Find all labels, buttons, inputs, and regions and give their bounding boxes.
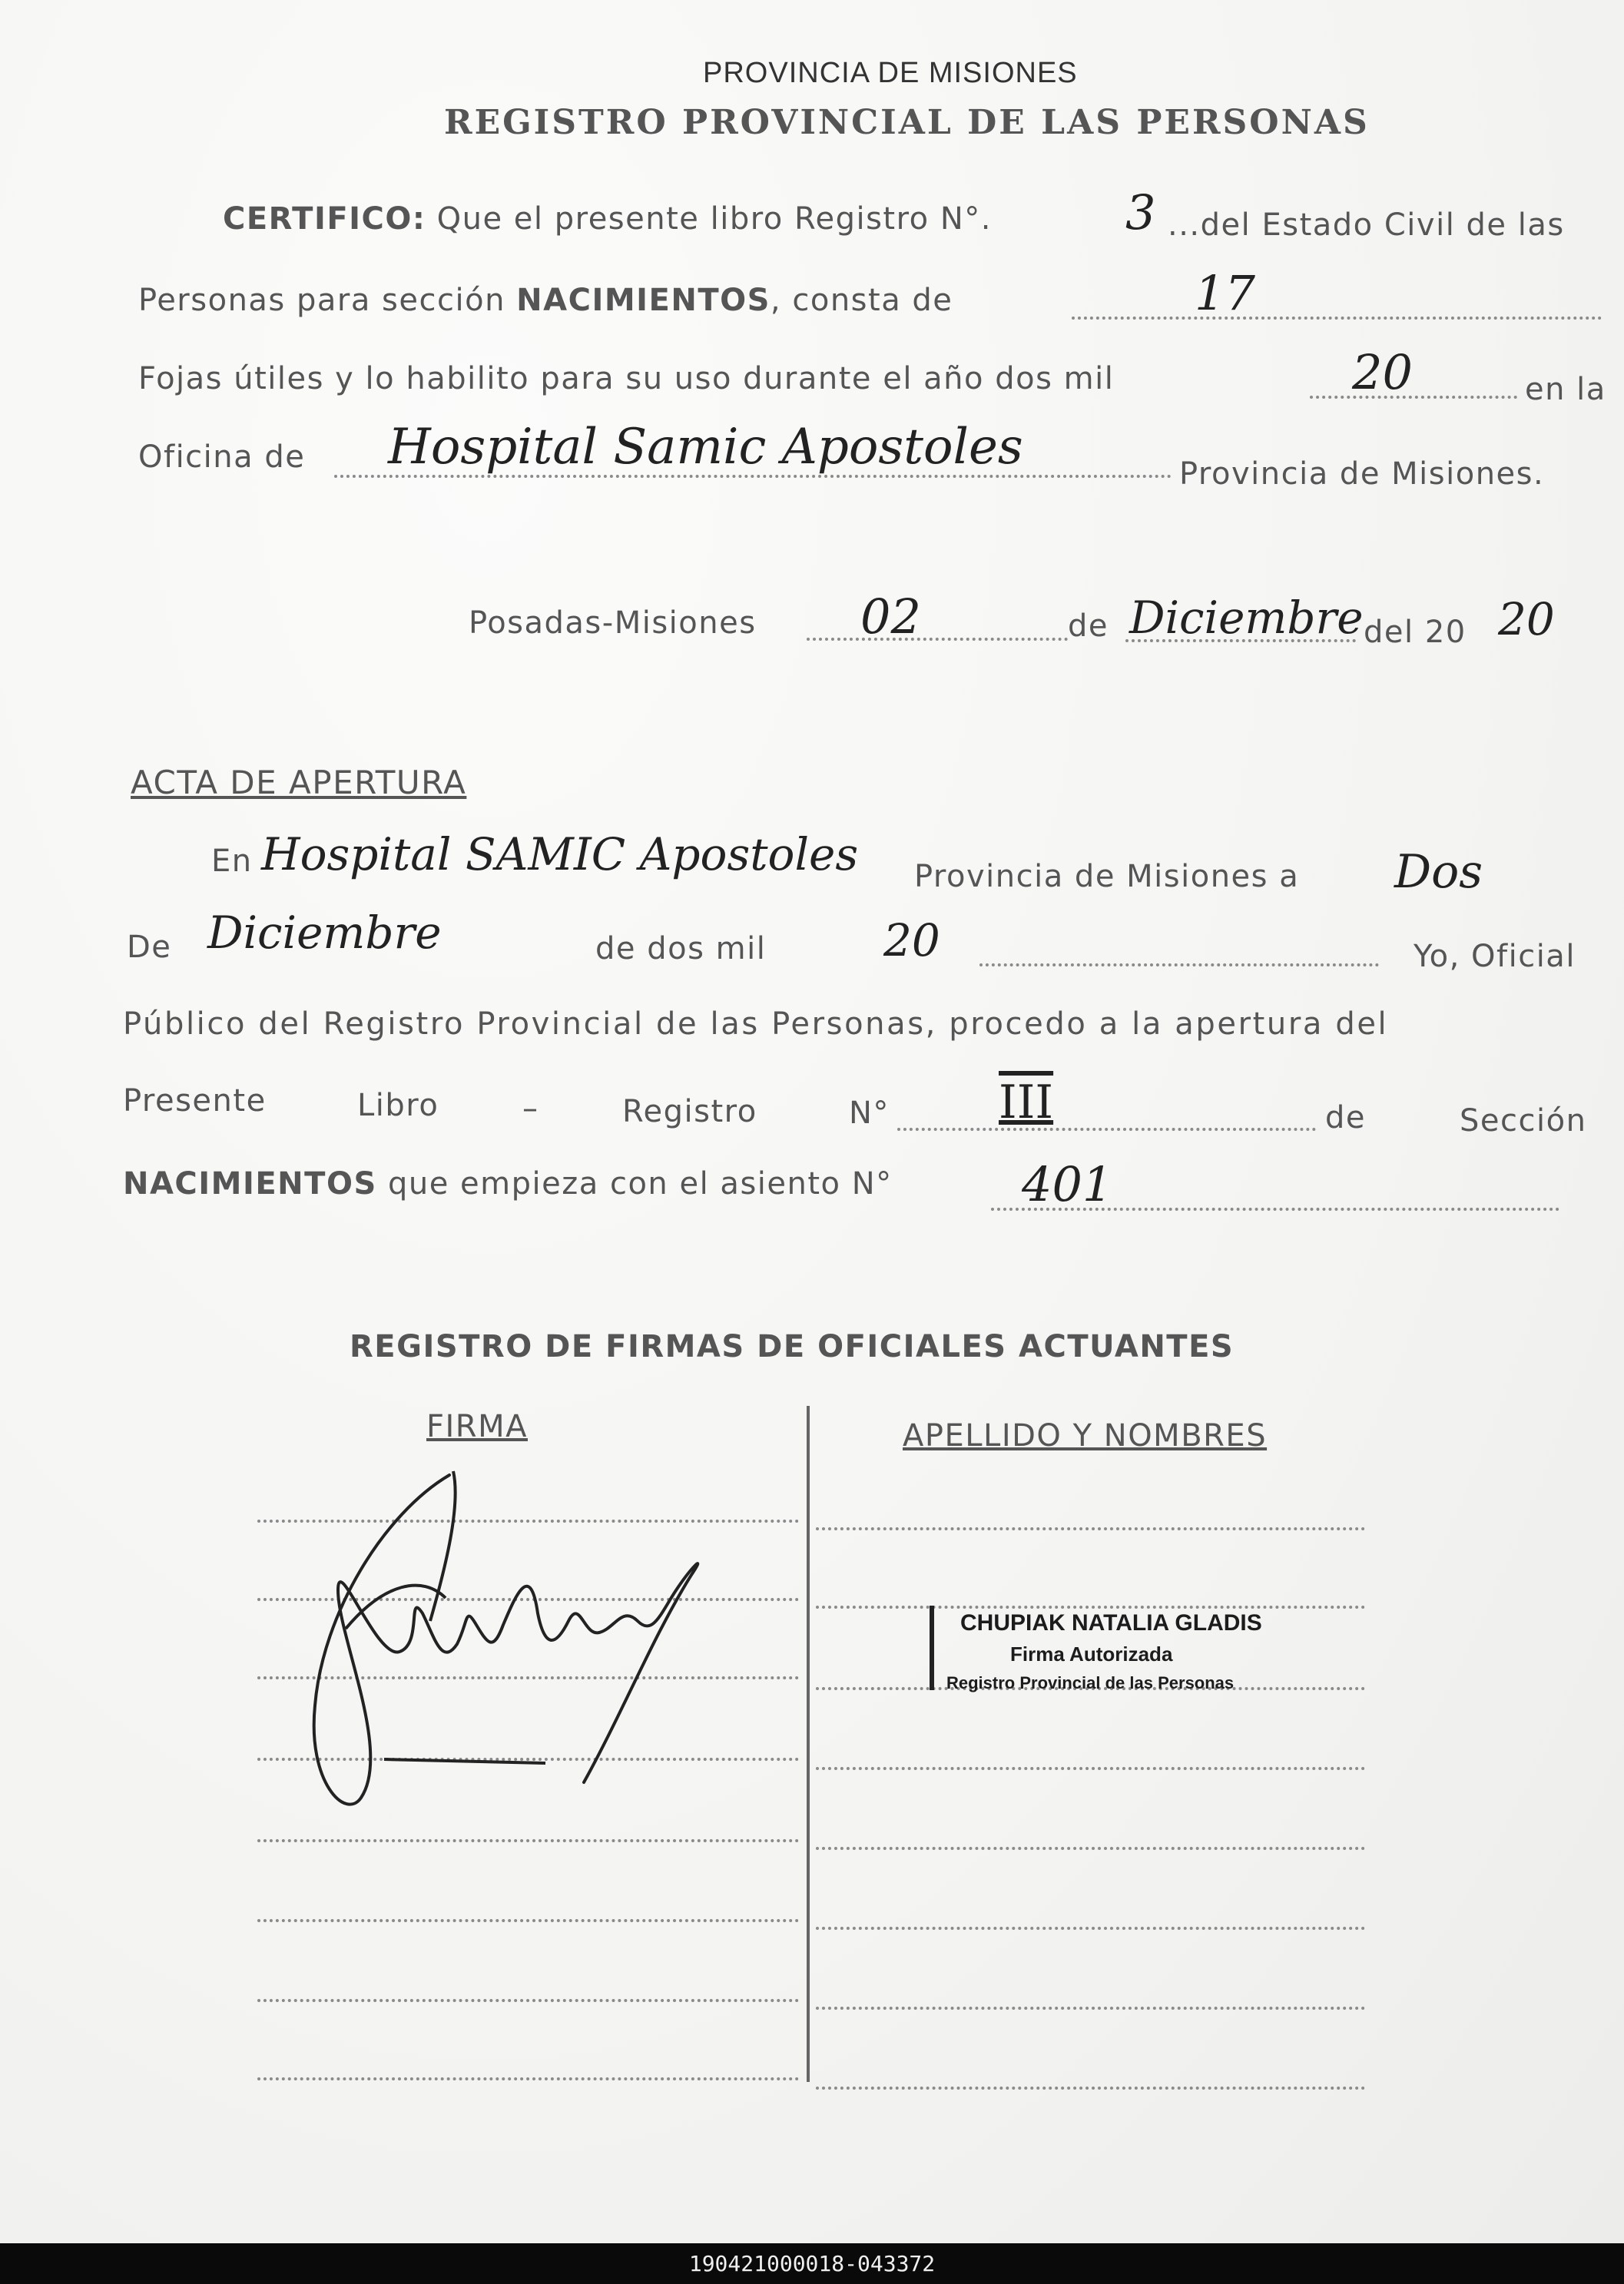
cert-l1-text: Que el presente libro Registro N°. <box>436 201 993 237</box>
signature-row-line <box>257 1999 799 2002</box>
names-row-line <box>816 1847 1365 1850</box>
acta-seccion: Sección <box>1460 1103 1587 1139</box>
province-heading: PROVINCIA DE MISIONES <box>703 57 1078 89</box>
acta-registry-value: III <box>999 1076 1054 1129</box>
acta-en: En <box>211 844 253 879</box>
col-names-header: APELLIDO Y NOMBRES <box>903 1418 1268 1454</box>
stamp-role: Firma Autorizada <box>1010 1643 1173 1666</box>
acta-year-value: 20 <box>883 914 940 966</box>
cert-month-value: Diciembre <box>1129 592 1364 644</box>
dotted-leader <box>807 638 1068 641</box>
cert-lead: CERTIFICO: <box>223 201 426 237</box>
cert-l2-text: Personas para sección <box>138 283 505 318</box>
acta-section-bold: NACIMIENTOS <box>123 1166 377 1202</box>
dotted-leader <box>897 1128 1316 1131</box>
acta-numero: N° <box>849 1096 890 1131</box>
acta-de: De <box>127 930 172 965</box>
column-divider <box>807 1406 810 2082</box>
names-row-line <box>816 1606 1365 1609</box>
acta-place-value: Hospital SAMIC Apostoles <box>261 828 859 880</box>
signatures-title: REGISTRO DE FIRMAS DE OFICIALES ACTUANTES <box>350 1329 1235 1364</box>
signature-row-line <box>257 2077 799 2080</box>
acta-line-3: Público del Registro Provincial de las Personas, procedo a la apertura del <box>123 1006 1389 1042</box>
cert-line-2 <box>138 283 953 318</box>
registry-heading: REGISTRO PROVINCIAL DE LAS PERSONAS <box>444 103 1370 142</box>
acta-l2-mid: de dos mil <box>595 931 767 966</box>
handwritten-signature <box>292 1460 722 1828</box>
acta-line-5 <box>123 1166 893 1202</box>
acta-l1-tail: Provincia de Misiones a <box>914 859 1300 894</box>
cert-l2-tail: , consta de <box>770 283 953 318</box>
cert-day-value: 02 <box>860 588 921 645</box>
cert-section-bold: NACIMIENTOS <box>516 283 771 318</box>
acta-l5-text: que empieza con el asiento N° <box>387 1166 893 1202</box>
dotted-leader <box>1072 317 1602 320</box>
cert-l3-tail: en la <box>1525 372 1606 407</box>
cert-line-4: Oficina de <box>138 439 306 475</box>
acta-day-value: Dos <box>1394 845 1483 899</box>
acta-l2-tail: Yo, Oficial <box>1414 939 1576 974</box>
cert-l4-tail: Provincia de Misiones. <box>1179 456 1545 492</box>
cert-registry-number: 3 <box>1125 184 1156 240</box>
names-row-line <box>816 1767 1365 1770</box>
cert-place: Posadas-Misiones <box>469 605 757 641</box>
stamp-bar <box>930 1606 934 1690</box>
acta-de2: de <box>1325 1100 1366 1135</box>
names-row-line <box>816 1927 1365 1930</box>
stamp-org: Registro Provincial de las Personas <box>946 1673 1235 1692</box>
acta-entry-value: 401 <box>1022 1156 1113 1212</box>
acta-libro: Libro <box>357 1088 439 1123</box>
cert-de: de <box>1068 608 1109 644</box>
document-code-footer: 190421000018-043372 <box>0 2243 1624 2284</box>
cert-l1-tail: ...del Estado Civil de las <box>1168 207 1565 243</box>
acta-title: ACTA DE APERTURA <box>131 764 467 801</box>
dotted-leader <box>1310 396 1517 399</box>
cert-folios-value: 17 <box>1195 265 1255 321</box>
cert-year-value: 20 <box>1352 344 1413 400</box>
acta-month-value: Diciembre <box>207 907 442 959</box>
cert-yearend-value: 20 <box>1498 593 1555 645</box>
col-firma-header: FIRMA <box>426 1409 528 1444</box>
acta-dash: – <box>522 1091 539 1126</box>
names-row-line <box>816 1527 1365 1530</box>
signature-row-line <box>257 1839 799 1842</box>
stamp-name: CHUPIAK NATALIA GLADIS <box>960 1610 1262 1636</box>
acta-registro: Registro <box>622 1094 757 1129</box>
signature-row-line <box>257 1919 799 1922</box>
cert-del: del 20 <box>1364 615 1467 650</box>
acta-presente: Presente <box>123 1083 267 1119</box>
names-row-line <box>816 2087 1365 2090</box>
cert-line-3: Fojas útiles y lo habilito para su uso durante el año dos mil <box>138 361 1115 396</box>
cert-office-value: Hospital Samic Apostoles <box>388 419 1023 476</box>
dotted-leader <box>979 963 1379 966</box>
cert-line-1 <box>223 201 992 237</box>
names-row-line <box>816 2007 1365 2010</box>
